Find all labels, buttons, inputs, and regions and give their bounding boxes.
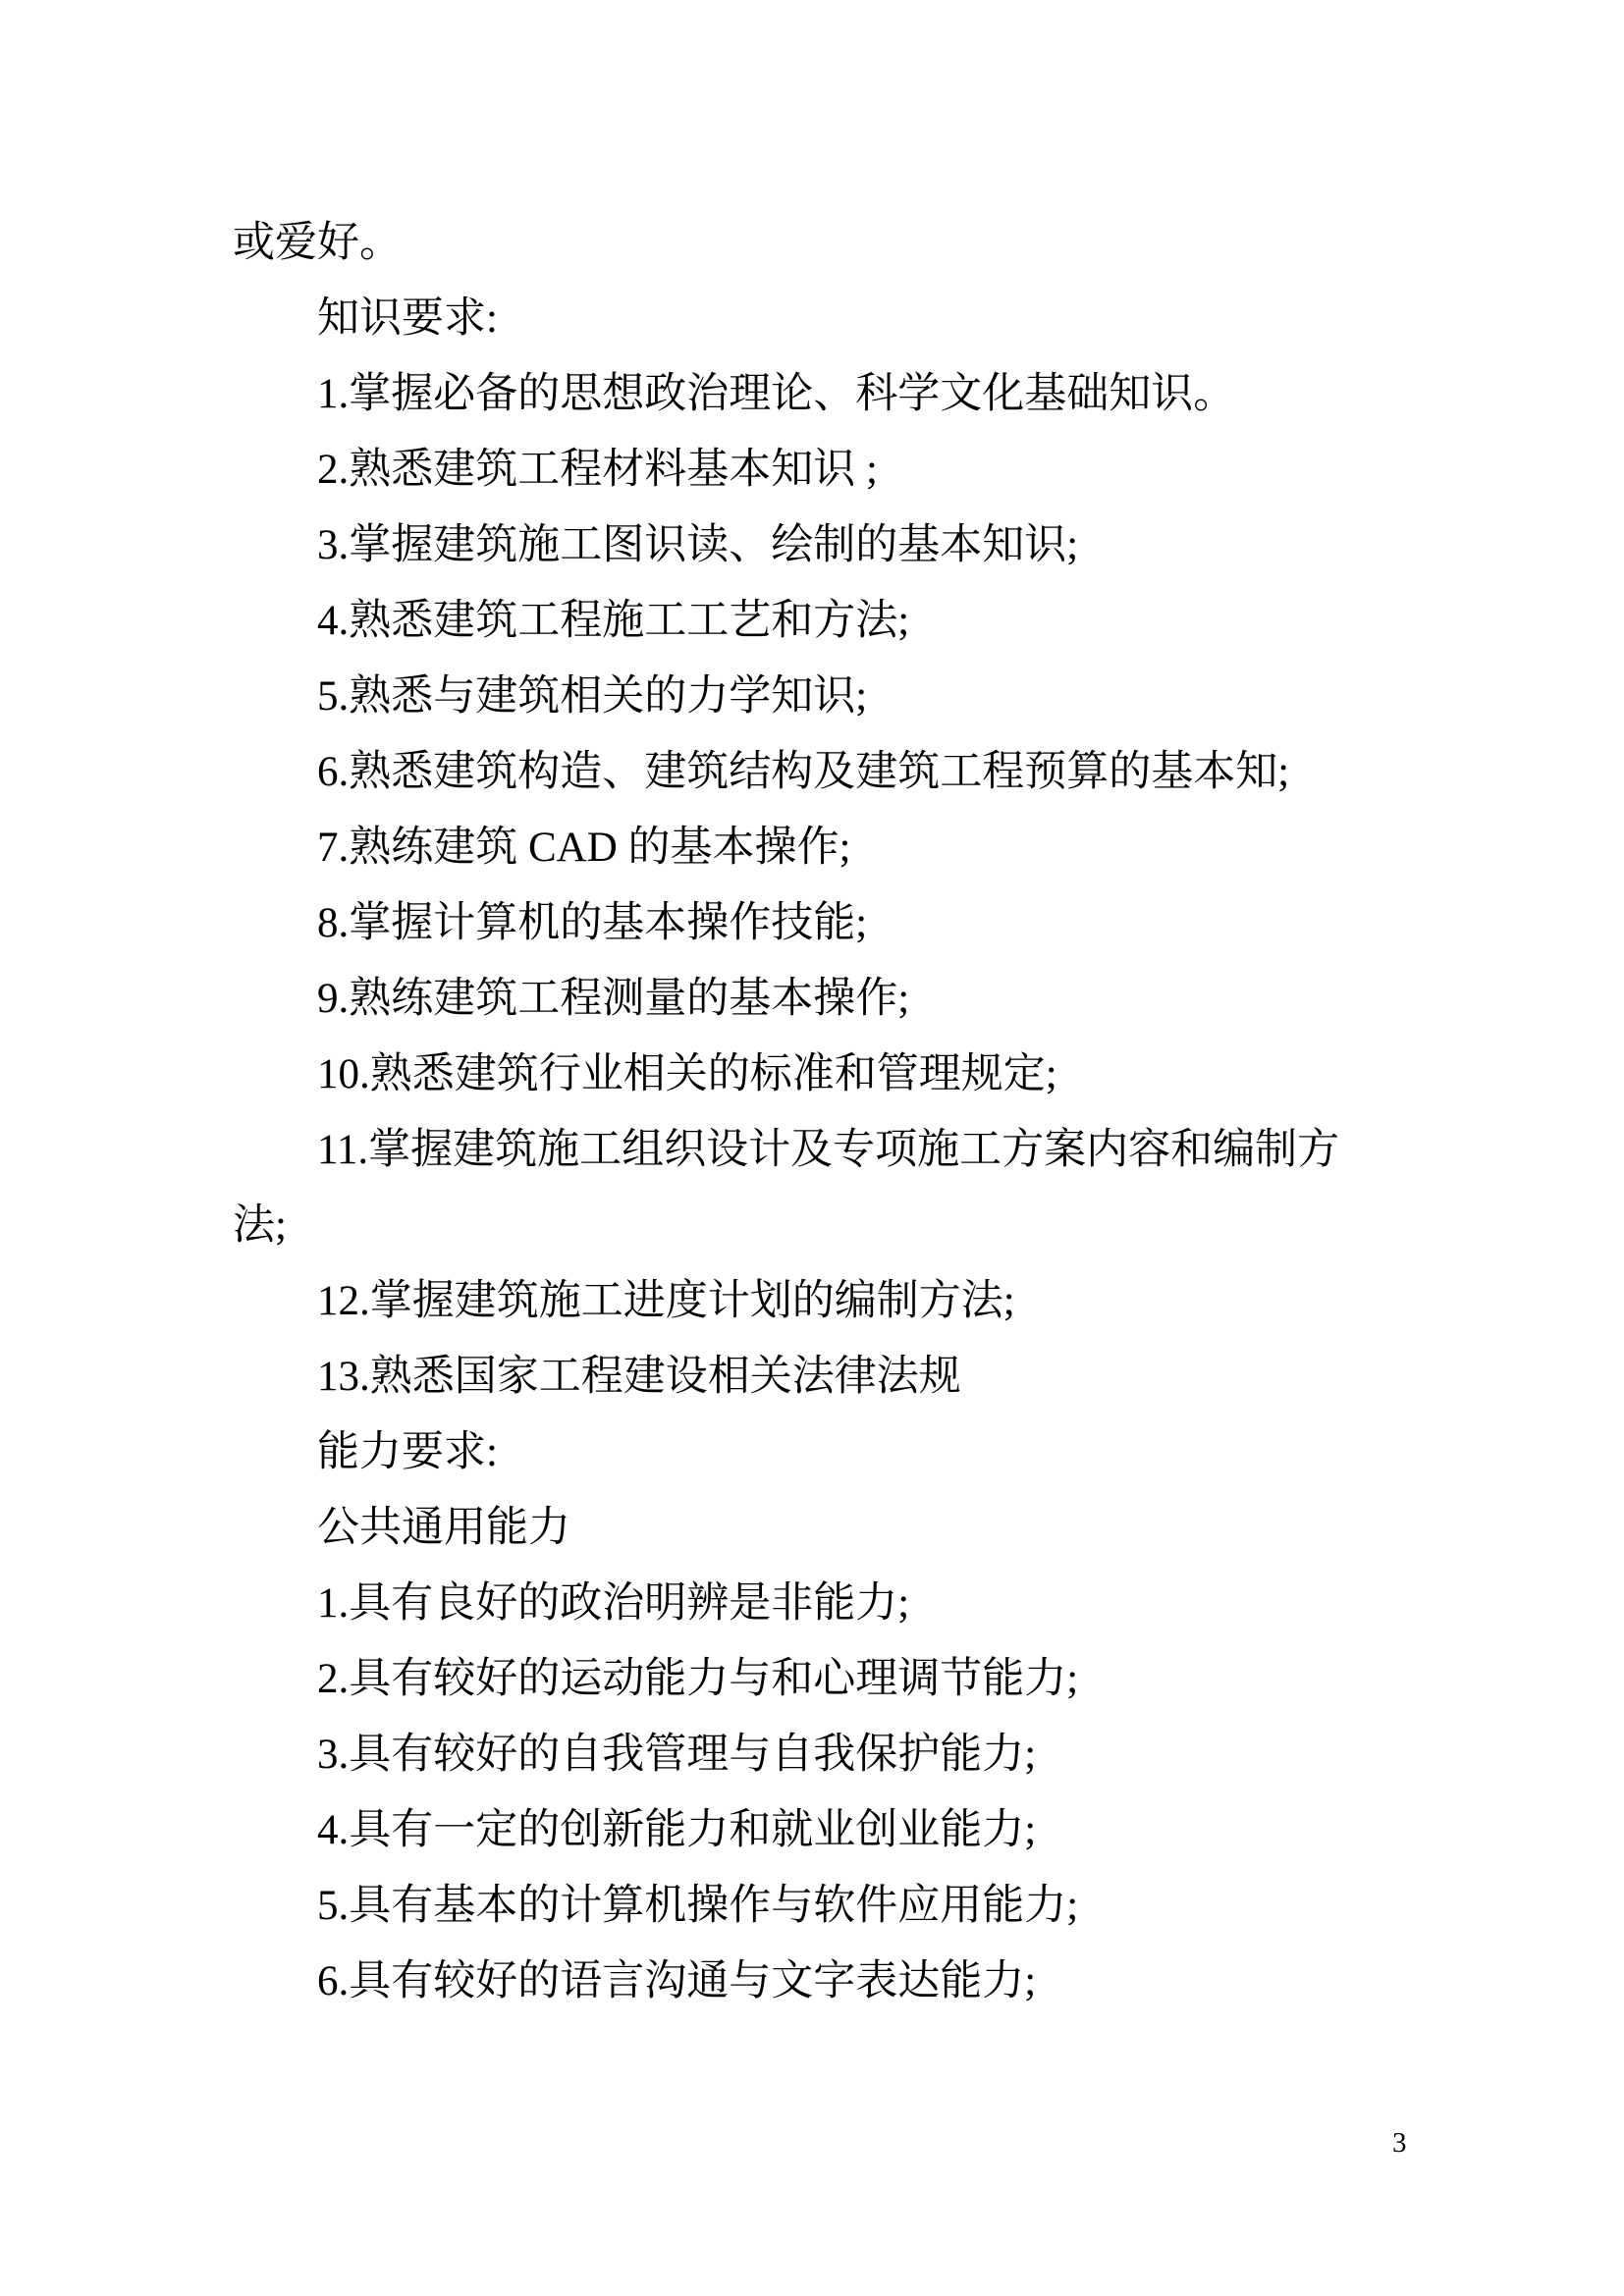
text-line: 或爱好。	[233, 220, 402, 266]
text-line: 5.具有基本的计算机操作与软件应用能力;	[317, 1883, 1079, 1929]
text-line: 9.熟练建筑工程测量的基本操作;	[317, 976, 910, 1022]
text-line: 1.具有良好的政治明辨是非能力;	[317, 1580, 910, 1627]
text-line: 6.熟悉建筑构造、建筑结构及建筑工程预算的基本知;	[317, 749, 1290, 795]
text-line: 8.掌握计算机的基本操作技能;	[317, 900, 868, 946]
text-line: 3.具有较好的自我管理与自我保护能力;	[317, 1732, 1037, 1778]
text-line: 11.掌握建筑施工组织设计及专项施工方案内容和编制方	[317, 1127, 1340, 1173]
text-line: 能力要求:	[317, 1429, 498, 1475]
text-line: 12.掌握建筑施工进度计划的编制方法;	[317, 1278, 1015, 1324]
text-line: 2.熟悉建筑工程材料基本知识 ;	[317, 447, 878, 493]
text-line: 10.熟悉建筑行业相关的标准和管理规定;	[317, 1051, 1057, 1097]
text-line: 6.具有较好的语言沟通与文字表达能力;	[317, 1958, 1037, 2004]
text-line: 3.掌握建筑施工图识读、绘制的基本知识;	[317, 522, 1079, 568]
text-line: 4.具有一定的创新能力和就业创业能力;	[317, 1807, 1037, 1853]
text-line: 公共通用能力	[317, 1505, 570, 1551]
page-number: 3	[1392, 2127, 1407, 2159]
text-line: 2.具有较好的运动能力与和心理调节能力;	[317, 1656, 1079, 1702]
text-line: 13.熟悉国家工程建设相关法律法规	[317, 1354, 961, 1400]
text-line: 知识要求:	[317, 295, 498, 342]
text-line: 1.掌握必备的思想政治理论、科学文化基础知识。	[317, 371, 1236, 417]
text-line: 法;	[233, 1202, 287, 1249]
text-line: 5.熟悉与建筑相关的力学知识;	[317, 673, 868, 720]
text-line: 4.熟悉建筑工程施工工艺和方法;	[317, 598, 910, 644]
document-body	[233, 205, 1509, 2019]
text-line: 7.熟练建筑 CAD 的基本操作;	[317, 825, 851, 871]
